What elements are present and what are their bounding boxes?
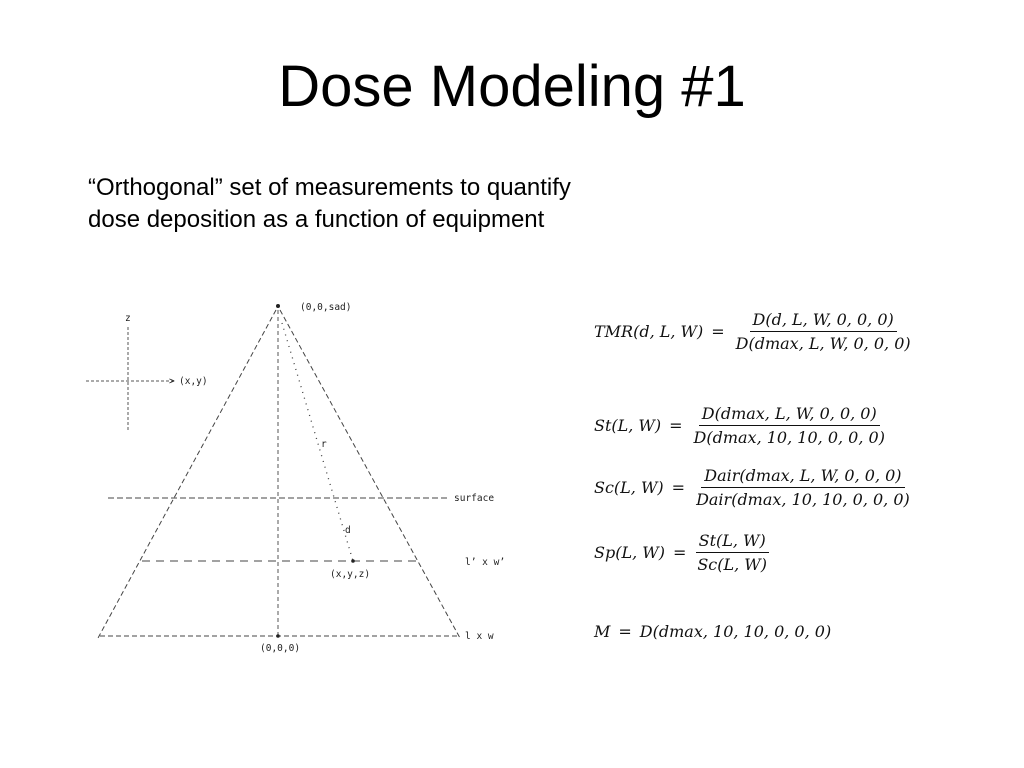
st-fraction <box>691 404 888 447</box>
sc-lhs: Sc(L, W) <box>594 478 664 497</box>
st-formula <box>594 404 888 447</box>
surface-label: surface <box>454 493 495 504</box>
point-label: (x,y,z) <box>330 569 371 580</box>
st-numerator: D(dmax, L, W, 0, 0, 0) <box>699 404 880 426</box>
z-axis-label: z <box>125 313 131 324</box>
sc-fraction <box>693 466 913 509</box>
origin-label: (0,0,0) <box>260 643 301 654</box>
sp-numerator: St(L, W) <box>696 531 769 553</box>
m-lhs: M <box>594 622 611 641</box>
ray-label: r <box>321 439 327 450</box>
intro-line-2: dose deposition as a function of equipment <box>88 206 545 233</box>
tmr-formula <box>594 310 914 353</box>
depth-label: d <box>345 525 351 536</box>
beam-edge-left <box>98 310 276 638</box>
beam-geometry-diagram <box>80 295 520 665</box>
sp-lhs: Sp(L, W) <box>594 543 665 562</box>
point-field-label: l’ x w’ <box>465 557 506 568</box>
tmr-lhs: TMR(d, L, W) <box>594 322 704 341</box>
point-marker <box>351 559 355 563</box>
sp-denominator: Sc(L, W) <box>697 555 767 574</box>
m-equals: = <box>618 622 632 641</box>
sc-formula <box>594 466 913 509</box>
intro-line-1: “Orthogonal” set of measurements to quantify <box>88 174 571 201</box>
slide-title: Dose Modeling #1 <box>278 54 746 119</box>
source-label: (0,0,sad) <box>300 302 352 313</box>
intro-text <box>88 172 708 236</box>
m-formula <box>594 622 831 641</box>
sc-numerator: Dair(dmax, L, W, 0, 0, 0) <box>701 466 904 488</box>
sp-fraction <box>694 531 770 574</box>
tmr-fraction <box>733 310 914 353</box>
sc-equals: = <box>671 478 686 497</box>
ray-line <box>282 323 353 561</box>
source-point <box>276 304 280 308</box>
st-equals: = <box>669 416 683 435</box>
sp-formula <box>594 531 770 574</box>
tmr-denominator: D(dmax, L, W, 0, 0, 0) <box>735 334 911 353</box>
m-rhs: D(dmax, 10, 10, 0, 0, 0) <box>639 622 832 641</box>
origin-field-label: l x w <box>465 631 494 642</box>
xy-axes-label: (x,y) <box>179 376 208 387</box>
x-axis-arrow: > <box>169 376 175 387</box>
st-lhs: St(L, W) <box>594 416 662 435</box>
sp-equals: = <box>672 543 687 562</box>
tmr-equals: = <box>711 322 725 341</box>
tmr-numerator: D(d, L, W, 0, 0, 0) <box>750 310 897 332</box>
sc-denominator: Dair(dmax, 10, 10, 0, 0, 0) <box>696 490 910 509</box>
beam-geometry-svg <box>80 295 520 665</box>
origin-marker <box>276 634 280 638</box>
beam-edge-right <box>280 310 460 638</box>
st-denominator: D(dmax, 10, 10, 0, 0, 0) <box>693 428 885 447</box>
